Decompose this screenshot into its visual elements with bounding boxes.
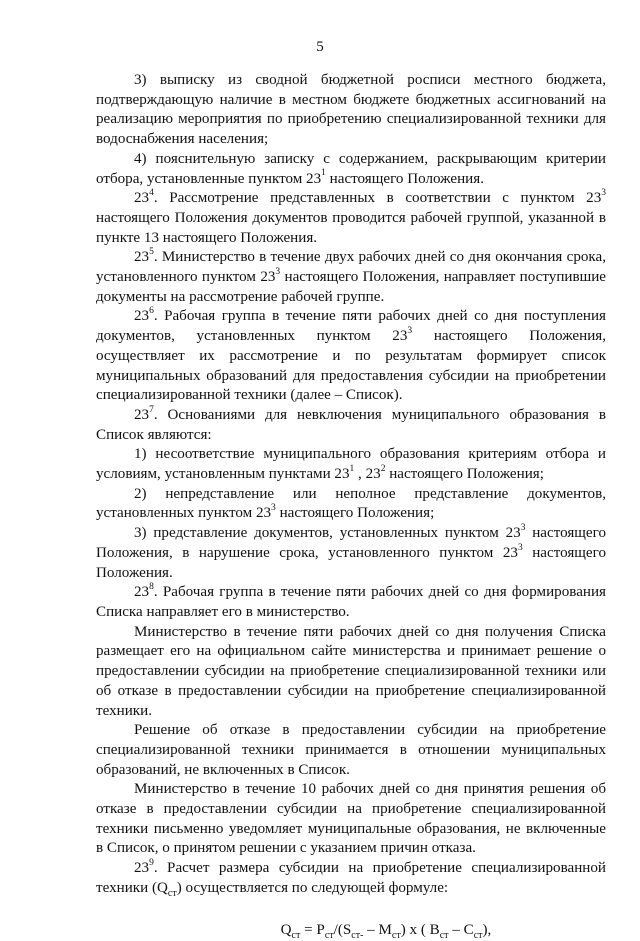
document-body bbox=[96, 71, 606, 940]
paragraph-23-5: $23^5$. Министерство в течение двух рабочих дней со дня окончания срока, установленного пунктом $23^3$ настоящего Положения, направляет поступившие документы на рассмотрение рабочей группе. bbox=[96, 247, 607, 305]
paragraph-item-4: 4) пояснительную записку с содержанием, раскрывающим критерии отбора, установленные пунктом $23^1$ настоящего Положения. bbox=[96, 150, 606, 187]
paragraph-refusal-decision: Решение об отказе в предоставлении субсидии на приобретение специализированной техники принимается в отношении муниципальных образований, не включенных в Список. bbox=[96, 722, 606, 778]
paragraph-23-6: $23^6$. Рабочая группа в течение пяти рабочих дней со дня поступления документов, установленных пунктом $23^3$ настоящего Положения, осуществляет их рассмотрение и по результатам формирует список муниципальных образований для предоставления субсидии на приобретении специализированной техники (далее – Список). bbox=[96, 306, 606, 404]
paragraph-reason-1: 1) несоответствие муниципального образования критериям отбора и условиям, установленным пунктами $23^1$ , $23^2$ настоящего Положения; bbox=[96, 446, 606, 483]
paragraph-23-7: $23^7$. Основаниями для невключения муниципального образования в Список являются: bbox=[96, 404, 606, 443]
paragraph-ministry-decision: Министерство в течение пяти рабочих дней со дня получения Списка размещает его на официальном сайте министерства и принимает решение о предоставлении субсидии на приобретение специализированной техники или об отказе в предоставлении субсидии на приобретение специализированной техники. bbox=[96, 623, 606, 719]
paragraph-23-9: $23^9$. Расчет размера субсидии на приобретение специализированной техники $(Q_{ст})$ осуществляется по следующей формуле: bbox=[96, 858, 606, 899]
paragraph-item-3: 3) выписку из сводной бюджетной росписи местного бюджета, подтверждающую наличие в местном бюджете бюджетных ассигнований на реализацию мероприятия по приобретению специализированной техники для водоснабжения населения; bbox=[96, 72, 606, 148]
paragraph-refusal-notice: Министерство в течение 10 рабочих дней со дня принятия решения об отказе в предоставлении субсидии на приобретение специализированной техники письменно уведомляет муниципальные образования, не включенные в Список, о принятом решении с указанием причин отказа. bbox=[96, 781, 606, 857]
paragraph-23-4: $23^4$. Рассмотрение представленных в соответствии с пунктом $23^3$ настоящего Положения документов проводится рабочей группой, указанной в пункте 13 настоящего Положения. bbox=[96, 188, 606, 246]
paragraph-reason-2: 2) непредставление или неполное представление документов, установленных пунктом $23^3$ настоящего Положения; bbox=[96, 485, 606, 522]
paragraph-23-8: $23^8$. Рабочая группа в течение пяти рабочих дней со дня формирования Списка направляет его в министерство. bbox=[96, 582, 606, 620]
subsidy-formula: $Q_{ст} = P_{ст}/(S_{ст-} - M_{ст})$ x ( $B_{ст} - C_{ст}$), bbox=[280, 921, 492, 941]
page-number: 5 bbox=[316, 39, 324, 55]
paragraph-reason-3: 3) представление документов, установленных пунктом $23^3$ настоящего Положения, в нарушение срока, установленного пунктом $23^3$ настоящего Положения. bbox=[96, 523, 606, 581]
